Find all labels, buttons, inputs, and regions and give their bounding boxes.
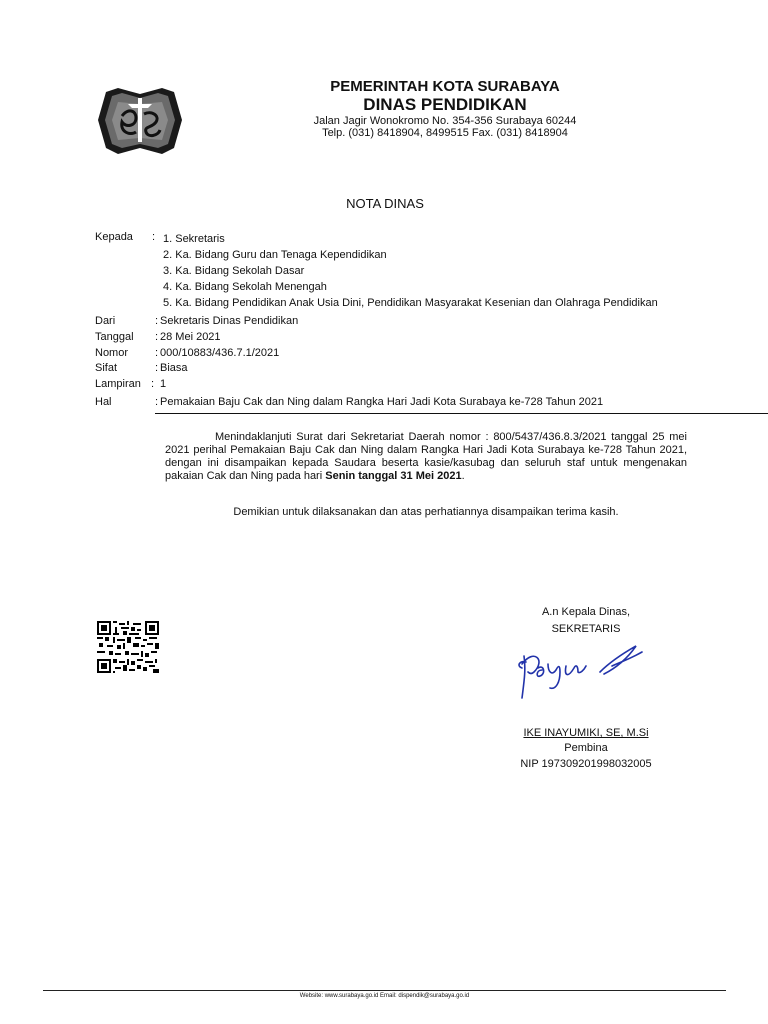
- nomor-label: Nomor: [95, 347, 129, 359]
- kepada-item: 3. Ka. Bidang Sekolah Dasar: [163, 265, 305, 277]
- lampiran-label: Lampiran: [95, 378, 141, 390]
- kepada-item: 4. Ka. Bidang Sekolah Menengah: [163, 281, 327, 293]
- hal-value: Pemakaian Baju Cak dan Ning dalam Rangka Hari Jadi Kota Surabaya ke-728 Tahun 2021: [160, 396, 604, 408]
- signatory-nip: NIP 197309201998032005: [520, 758, 652, 770]
- hal-label: Hal: [95, 396, 112, 408]
- org-name-line1: PEMERINTAH KOTA SURABAYA: [330, 78, 560, 95]
- nomor-colon: :: [155, 347, 159, 359]
- nomor-value: 000/10883/436.7.1/2021: [160, 347, 280, 359]
- closing-paragraph: Demikian untuk dilaksanakan dan atas perhatiannya disampaikan terima kasih.: [233, 506, 619, 518]
- dari-colon: :: [155, 315, 159, 327]
- signatory-rank: Pembina: [564, 742, 608, 754]
- tanggal-colon: :: [155, 331, 159, 343]
- document-title: NOTA DINAS: [346, 196, 424, 211]
- footer-divider: [43, 990, 726, 991]
- lampiran-colon: :: [151, 378, 155, 390]
- dari-label: Dari: [95, 315, 116, 327]
- signature-position: SEKRETARIS: [551, 623, 621, 635]
- kepada-item: 2. Ka. Bidang Guru dan Tenaga Kependidikan: [163, 249, 387, 261]
- tanggal-value: 28 Mei 2021: [160, 331, 221, 343]
- body-text: Menindaklanjuti Surat dari Sekretariat Daerah nomor : 800/5437/436.8.3/2021 tanggal 25 mei 2021 perihal Pemakaian Baju Cak dan Ning dalam Rangka Hari Jadi Kota Surabaya ke-728 Tahun 2021, dengan ini disampaikan kepada Saudara beserta kasie/kasubag dan seluruh staf untuk mengenakan pakaian Cak dan Ning pada hari: [165, 431, 687, 482]
- phone-line: Telp. (031) 8418904, 8499515 Fax. (031) 8418904: [322, 127, 568, 139]
- subject-divider: [155, 413, 768, 414]
- org-name-line2: DINAS PENDIDIKAN: [363, 95, 527, 114]
- org-address: [300, 115, 590, 139]
- sifat-label: Sifat: [95, 362, 118, 374]
- qr-code: [97, 621, 159, 673]
- kepada-colon: :: [152, 231, 156, 243]
- dari-value: Sekretaris Dinas Pendidikan: [160, 315, 299, 327]
- body-date-bold: Senin tanggal 31 Mei 2021: [325, 470, 462, 482]
- sifat-colon: :: [155, 362, 159, 374]
- sifat-value: Biasa: [160, 362, 188, 374]
- hal-colon: :: [155, 396, 159, 408]
- signature-on-behalf: A.n Kepala Dinas,: [541, 606, 631, 618]
- kepada-label: Kepada: [95, 231, 133, 243]
- kepada-item: 1. Sekretaris: [163, 233, 225, 245]
- tanggal-label: Tanggal: [95, 331, 134, 343]
- footer-contact: Website: www.surabaya.go.id Email: dispendik@surabaya.go.id: [299, 993, 470, 999]
- city-crest-logo: [98, 86, 182, 156]
- lampiran-value: 1: [160, 378, 167, 390]
- kepada-item: 5. Ka. Bidang Pendidikan Anak Usia Dini, Pendidikan Masyarakat Kesenian dan Olahraga Pendidikan: [163, 297, 658, 309]
- signatory-name: IKE INAYUMIKI, SE, M.Si: [523, 727, 649, 739]
- handwritten-signature: [512, 642, 652, 704]
- body-paragraph: [165, 431, 687, 483]
- body-text-end: .: [461, 470, 465, 482]
- address-line: Jalan Jagir Wonokromo No. 354-356 Surabaya 60244: [313, 115, 577, 127]
